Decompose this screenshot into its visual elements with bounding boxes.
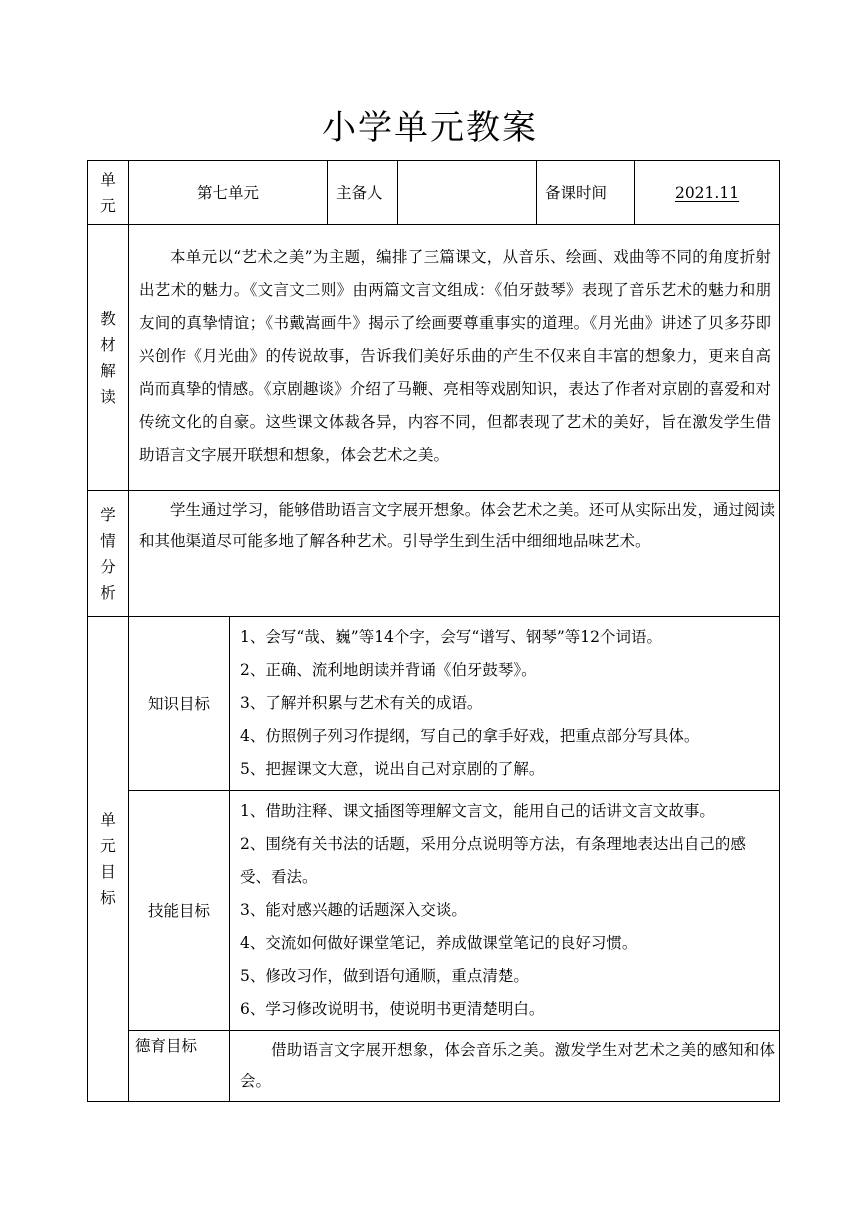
material-label-cell (88, 225, 129, 491)
knowledge-goal-item: 5、把握课文大意，说出自己对京剧的了解。 (240, 760, 545, 778)
analysis-label: 学 情 分 析 (100, 505, 116, 602)
analysis-row (88, 491, 780, 617)
moral-label: 德育目标 (129, 1031, 230, 1102)
unit-value: 第七单元 (129, 161, 328, 225)
knowledge-goal-item: 2、正确、流利地朗读并背诵《伯牙鼓琴》。 (240, 661, 537, 679)
moral-text: 借助语言文字展开想象，体会音乐之美。激发学生对艺术之美的感知和体会。 (230, 1031, 780, 1102)
goals-label: 单 元 目 标 (100, 811, 116, 907)
lesson-plan-table (87, 160, 780, 1102)
header-row (88, 161, 780, 225)
lead-label: 主备人 (328, 161, 398, 225)
knowledge-label: 知识目标 (129, 617, 230, 791)
skill-goal-item: 4、交流如何做好课堂笔记，养成做课堂笔记的良好习惯。 (240, 934, 638, 952)
skill-goal-item: 3、能对感兴趣的话题深入交谈。 (240, 901, 467, 919)
analysis-label-cell (88, 491, 129, 617)
material-label: 教 材 解 读 (100, 309, 116, 406)
skill-goal-item: 2、围绕有关书法的话题，采用分点说明等方法，有条理地表达出自己的感受、看法。 (240, 835, 746, 886)
knowledge-goal-item: 1、会写“哉、巍”等14个字，会写“谱写、钢琴”等12个词语。 (240, 628, 663, 646)
skill-goal-item: 6、学习修改说明书，使说明书更清楚明白。 (240, 1000, 545, 1018)
knowledge-goal-item: 3、了解并积累与艺术有关的成语。 (240, 694, 483, 712)
material-row (88, 225, 780, 491)
goals-label-cell (88, 617, 129, 1102)
time-label: 备课时间 (537, 161, 635, 225)
skill-goal-item: 5、修改习作，做到语句通顺，重点清楚。 (240, 967, 529, 985)
unit-label-cell (88, 161, 129, 225)
knowledge-goal-item: 4、仿照例子列习作提纲，写自己的拿手好戏，把重点部分写具体。 (240, 727, 700, 745)
knowledge-list (230, 617, 780, 791)
skill-goal-item: 1、借助注释、课文插图等理解文言文，能用自己的话讲文言文故事。 (240, 802, 715, 820)
time-value: 2021.11 (674, 183, 740, 202)
knowledge-row (88, 617, 780, 791)
moral-row (88, 1031, 780, 1102)
skill-label: 技能目标 (129, 791, 230, 1031)
time-value-cell (635, 161, 780, 225)
page-title: 小学单元教案 (322, 108, 538, 148)
material-text: 本单元以“艺术之美”为主题，编排了三篇课文，从音乐、绘画、戏曲等不同的角度折射出艺术的魅力。《文言文二则》由两篇文言文组成：《伯牙鼓琴》表现了音乐艺术的魅力和朋友间的真挚情谊；《书戴嵩画牛》揭示了绘画要尊重事实的道理。《月光曲》讲述了贝多芬即兴创作《月光曲》的传说故事，告诉我们美好乐曲的产生不仅来自丰富的想象力，更来自高尚而真挚的情感。《京剧趣谈》介绍了马鞭、亮相等戏剧知识，表达了作者对京剧的喜爱和对传统文化的自豪。这些课文体裁各异，内容不同，但都表现了艺术的美好，旨在激发学生借助语言文字展开联想和想象，体会艺术之美。 (129, 225, 780, 491)
lead-value (398, 161, 537, 225)
skill-list (230, 791, 780, 1031)
skill-row (88, 791, 780, 1031)
unit-label: 单 元 (100, 170, 116, 215)
analysis-text: 学生通过学习，能够借助语言文字展开想象。体会艺术之美。还可从实际出发，通过阅读和其他渠道尽可能多地了解各种艺术。引导学生到生活中细细地品味艺术。 (129, 491, 780, 617)
